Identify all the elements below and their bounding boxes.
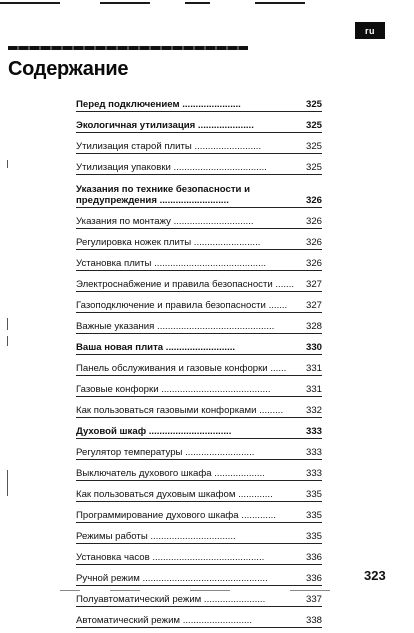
toc-entry-label: Духовой шкаф ............................... bbox=[76, 425, 232, 437]
toc-entry-label: Программирование духового шкафа ............. bbox=[76, 509, 276, 521]
toc-entry-label: Панель обслуживания и газовые конфорки ...... bbox=[76, 362, 287, 374]
toc-entry-label: Регулятор температуры .......................... bbox=[76, 446, 255, 458]
toc-entry-label: Указания по монтажу .............................. bbox=[76, 215, 254, 227]
toc-entry-label: Автоматический режим .......................... bbox=[76, 614, 252, 626]
scan-artifact-line bbox=[185, 2, 210, 4]
toc-entry-label: Электроснабжение и правила безопасности ....... bbox=[76, 278, 295, 290]
toc-entry bbox=[76, 235, 322, 250]
toc-entry bbox=[76, 423, 322, 438]
toc-entry bbox=[76, 276, 322, 291]
toc-entry-page: 326 bbox=[305, 215, 322, 227]
toc-entry bbox=[76, 181, 322, 208]
toc-entry bbox=[76, 591, 322, 606]
scan-artifact-line bbox=[100, 2, 150, 4]
toc-entry-page: 335 bbox=[305, 488, 322, 500]
toc-entry-label: Газоподключение и правила безопасности ....... bbox=[76, 299, 288, 311]
toc-entry bbox=[76, 507, 322, 522]
toc-entry-label: Экологичная утилизация ..................... bbox=[76, 120, 254, 132]
toc-entry bbox=[76, 381, 322, 396]
toc-entry bbox=[76, 360, 322, 375]
toc-entry bbox=[76, 528, 322, 543]
scan-artifact-line bbox=[190, 590, 230, 591]
toc-entry-page: 325 bbox=[305, 120, 322, 132]
margin-mark bbox=[7, 318, 8, 330]
toc-entry bbox=[76, 339, 322, 354]
toc-entry-label: Полуавтоматический режим ....................... bbox=[76, 593, 266, 605]
scan-artifact-line bbox=[255, 2, 305, 4]
margin-mark bbox=[7, 470, 8, 496]
scan-artifact-line bbox=[60, 590, 80, 591]
scan-artifact-line bbox=[0, 2, 60, 4]
toc-entry bbox=[76, 465, 322, 480]
toc-entry-label: Важные указания ............................................ bbox=[76, 320, 275, 332]
table-of-contents bbox=[76, 97, 322, 633]
toc-entry-page: 330 bbox=[305, 341, 322, 353]
toc-entry-label: Ваша новая плита .......................... bbox=[76, 341, 236, 353]
toc-entry-page: 327 bbox=[305, 278, 322, 290]
toc-entry-page: 325 bbox=[305, 162, 322, 174]
toc-entry-page: 336 bbox=[305, 572, 322, 584]
toc-entry-page: 327 bbox=[305, 299, 322, 311]
toc-entry-page: 336 bbox=[305, 551, 322, 563]
toc-entry-label: Ручной режим ............................................... bbox=[76, 572, 268, 584]
page-title: Содержание bbox=[8, 58, 129, 80]
toc-entry-label: Указания по технике безопасности и предупреждения .......................... bbox=[76, 183, 250, 207]
toc-entry-page: 326 bbox=[305, 194, 322, 206]
toc-entry bbox=[76, 402, 322, 417]
toc-entry bbox=[76, 444, 322, 459]
toc-entry bbox=[76, 549, 322, 564]
toc-entry bbox=[76, 160, 322, 175]
page-number: 323 bbox=[364, 568, 386, 583]
toc-entry bbox=[76, 486, 322, 501]
toc-entry-page: 335 bbox=[305, 530, 322, 542]
toc-entry bbox=[76, 256, 322, 271]
toc-entry-page: 325 bbox=[305, 141, 322, 153]
toc-entry-page: 337 bbox=[305, 593, 322, 605]
toc-entry-page: 331 bbox=[305, 362, 322, 374]
toc-entry-page: 331 bbox=[305, 383, 322, 395]
toc-entry-page: 332 bbox=[305, 404, 322, 416]
scan-artifact-line bbox=[290, 590, 330, 591]
toc-entry bbox=[76, 318, 322, 333]
toc-entry bbox=[76, 612, 322, 627]
toc-entry-page: 328 bbox=[305, 320, 322, 332]
language-badge: ru bbox=[355, 22, 385, 39]
toc-entry-page: 335 bbox=[305, 509, 322, 521]
toc-entry bbox=[76, 139, 322, 154]
header-rule bbox=[8, 46, 248, 50]
margin-mark bbox=[7, 336, 8, 346]
toc-entry-label: Установка плиты .......................................... bbox=[76, 257, 267, 269]
toc-entry-page: 333 bbox=[305, 467, 322, 479]
toc-entry-page: 325 bbox=[305, 99, 322, 111]
toc-entry bbox=[76, 570, 322, 585]
toc-entry-label: Как пользоваться газовыми конфорками ......... bbox=[76, 404, 284, 416]
toc-entry-label: Режимы работы ................................ bbox=[76, 530, 236, 542]
scan-artifact-line bbox=[110, 590, 140, 591]
margin-mark bbox=[7, 160, 8, 168]
toc-entry-label: Установка часов .......................................... bbox=[76, 551, 265, 563]
toc-entry-page: 333 bbox=[305, 425, 322, 437]
toc-entry-label: Как пользоваться духовым шкафом ............. bbox=[76, 488, 273, 500]
toc-entry bbox=[76, 97, 322, 112]
toc-entry bbox=[76, 297, 322, 312]
toc-entry-label: Выключатель духового шкафа ................... bbox=[76, 467, 265, 479]
toc-entry bbox=[76, 118, 322, 133]
toc-entry-label: Перед подключением ...................... bbox=[76, 99, 241, 111]
toc-entry bbox=[76, 214, 322, 229]
toc-entry-label: Газовые конфорки ......................................... bbox=[76, 383, 271, 395]
toc-entry-page: 333 bbox=[305, 446, 322, 458]
toc-entry-label: Утилизация старой плиты ......................... bbox=[76, 141, 262, 153]
toc-entry-page: 326 bbox=[305, 236, 322, 248]
toc-entry-page: 326 bbox=[305, 257, 322, 269]
toc-entry-label: Регулировка ножек плиты ......................... bbox=[76, 236, 261, 248]
toc-entry-page: 338 bbox=[305, 614, 322, 626]
toc-entry-label: Утилизация упаковки ................................... bbox=[76, 162, 267, 174]
